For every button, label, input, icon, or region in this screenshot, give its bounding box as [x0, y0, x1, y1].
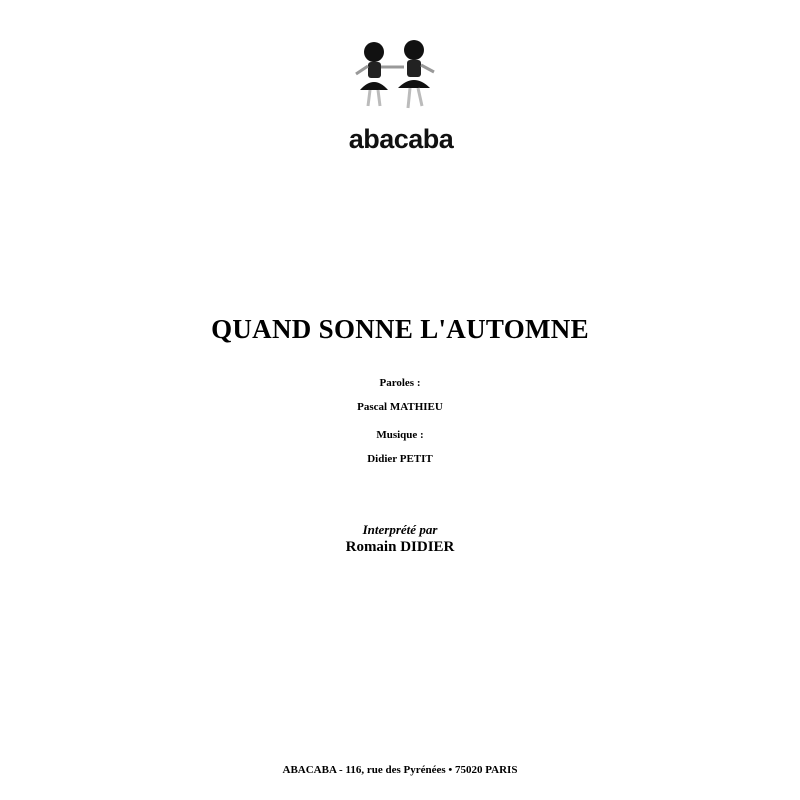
two-children-icon: [352, 38, 452, 130]
performer-name: Romain DIDIER: [345, 539, 455, 555]
logo-wordmark: abacaba: [348, 124, 454, 154]
logo: [328, 38, 474, 163]
lyrics-label: Paroles :: [379, 377, 421, 389]
performed-by-label: Interprété par: [362, 522, 438, 537]
publisher-address: ABACABA - 116, rue des Pyrénées • 75020 PARIS: [282, 764, 518, 776]
music-author: Didier PETIT: [367, 453, 433, 465]
song-title: QUAND SONNE L'AUTOMNE: [211, 314, 589, 344]
lyrics-author: Pascal MATHIEU: [357, 401, 443, 413]
music-label: Musique :: [376, 429, 424, 441]
